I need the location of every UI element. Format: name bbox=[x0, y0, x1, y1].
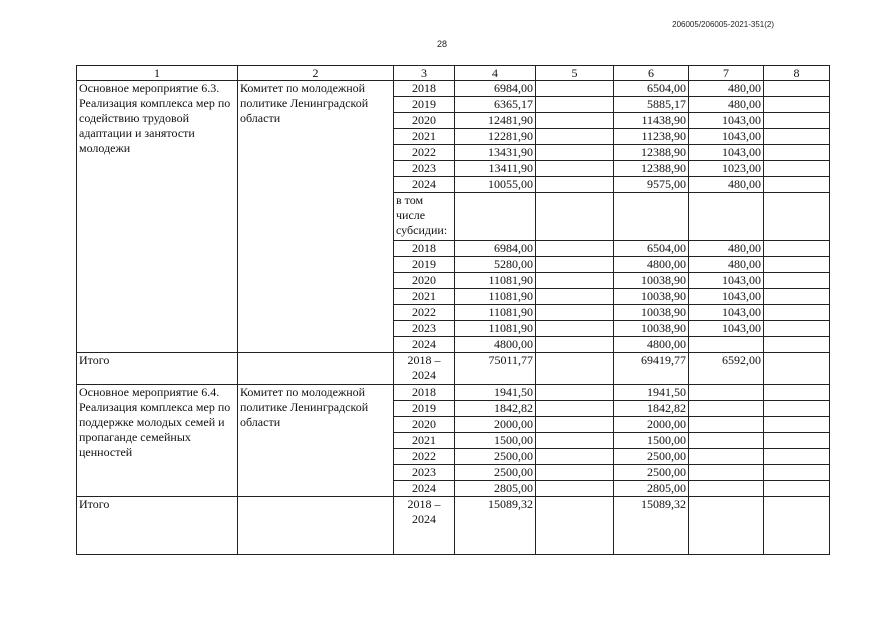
col8-cell bbox=[764, 273, 830, 289]
header-row bbox=[77, 66, 830, 81]
col8-cell bbox=[764, 289, 830, 305]
col5-cell bbox=[536, 401, 614, 417]
col7-cell bbox=[689, 449, 764, 465]
col5-cell bbox=[536, 481, 614, 497]
regional-cell: 2805,00 bbox=[614, 481, 689, 497]
total-period: 2018 – 2024 bbox=[394, 497, 455, 555]
col7-cell: 480,00 bbox=[689, 177, 764, 193]
total-cell: 2500,00 bbox=[455, 449, 536, 465]
col7-cell: 480,00 bbox=[689, 241, 764, 257]
regional-cell: 4800,00 bbox=[614, 337, 689, 353]
total-cell: 13431,90 bbox=[455, 145, 536, 161]
event-6-4-executor: Комитет по молодежной политике Ленинградской области bbox=[238, 385, 394, 497]
col8-cell bbox=[764, 241, 830, 257]
regional-cell: 6504,00 bbox=[614, 81, 689, 97]
col8-cell bbox=[764, 497, 830, 555]
col7-cell: 480,00 bbox=[689, 81, 764, 97]
col7-cell bbox=[689, 497, 764, 555]
regional-cell: 15089,32 bbox=[614, 497, 689, 555]
col7-cell: 1043,00 bbox=[689, 273, 764, 289]
regional-cell: 6504,00 bbox=[614, 241, 689, 257]
col8-cell bbox=[764, 481, 830, 497]
regional-cell: 4800,00 bbox=[614, 257, 689, 273]
regional-cell: 2500,00 bbox=[614, 449, 689, 465]
col7-cell: 6592,00 bbox=[689, 353, 764, 385]
regional-cell: 69419,77 bbox=[614, 353, 689, 385]
total-cell: 10055,00 bbox=[455, 177, 536, 193]
col7-cell bbox=[689, 337, 764, 353]
year-cell: 2020 bbox=[394, 273, 455, 289]
col7-cell: 480,00 bbox=[689, 257, 764, 273]
total-cell: 6984,00 bbox=[455, 241, 536, 257]
col8-cell bbox=[764, 113, 830, 129]
document-code: 206005/206005-2021-351(2) bbox=[672, 20, 774, 29]
year-cell: 2022 bbox=[394, 449, 455, 465]
regional-cell: 2500,00 bbox=[614, 465, 689, 481]
col5-cell bbox=[536, 465, 614, 481]
year-cell: 2021 bbox=[394, 129, 455, 145]
event-6-3-name: Основное мероприятие 6.3. Реализация комплекса мер по содействию трудовой адаптации и занятости молодежи bbox=[77, 81, 238, 353]
empty-cell bbox=[536, 193, 614, 241]
col5-cell bbox=[536, 305, 614, 321]
year-cell: 2024 bbox=[394, 177, 455, 193]
total-cell: 6365,17 bbox=[455, 97, 536, 113]
col8-cell bbox=[764, 97, 830, 113]
event-6-4-name: Основное мероприятие 6.4. Реализация комплекса мер по поддержке молодых семей и пропаганде семейных ценностей bbox=[77, 385, 238, 497]
col8-cell bbox=[764, 385, 830, 401]
empty-cell bbox=[689, 193, 764, 241]
col5-cell bbox=[536, 97, 614, 113]
col8-cell bbox=[764, 81, 830, 97]
total-cell: 2000,00 bbox=[455, 417, 536, 433]
col5-cell bbox=[536, 161, 614, 177]
col8-cell bbox=[764, 177, 830, 193]
total-cell: 1842,82 bbox=[455, 401, 536, 417]
regional-cell: 1842,82 bbox=[614, 401, 689, 417]
regional-cell: 10038,90 bbox=[614, 273, 689, 289]
year-cell: 2021 bbox=[394, 433, 455, 449]
col5-cell bbox=[536, 257, 614, 273]
year-cell: 2022 bbox=[394, 305, 455, 321]
total-cell: 5280,00 bbox=[455, 257, 536, 273]
year-cell: 2018 bbox=[394, 385, 455, 401]
col8-cell bbox=[764, 305, 830, 321]
col5-cell bbox=[536, 337, 614, 353]
col8-cell bbox=[764, 449, 830, 465]
empty-cell bbox=[238, 353, 394, 385]
col5-cell bbox=[536, 145, 614, 161]
regional-cell: 10038,90 bbox=[614, 305, 689, 321]
year-cell: 2022 bbox=[394, 145, 455, 161]
header-col-1: 1 bbox=[77, 66, 238, 81]
col5-cell bbox=[536, 417, 614, 433]
col8-cell bbox=[764, 417, 830, 433]
year-cell: 2019 bbox=[394, 257, 455, 273]
header-col-2: 2 bbox=[238, 66, 394, 81]
header-col-6: 6 bbox=[614, 66, 689, 81]
col7-cell: 480,00 bbox=[689, 97, 764, 113]
empty-cell bbox=[238, 497, 394, 555]
total-cell: 11081,90 bbox=[455, 273, 536, 289]
total-cell: 1941,50 bbox=[455, 385, 536, 401]
total-row bbox=[77, 353, 830, 385]
total-cell: 11081,90 bbox=[455, 305, 536, 321]
total-cell: 2805,00 bbox=[455, 481, 536, 497]
year-cell: 2021 bbox=[394, 289, 455, 305]
col7-cell: 1043,00 bbox=[689, 113, 764, 129]
col8-cell bbox=[764, 145, 830, 161]
col5-cell bbox=[536, 113, 614, 129]
header-col-8: 8 bbox=[764, 66, 830, 81]
col8-cell bbox=[764, 353, 830, 385]
col8-cell bbox=[764, 161, 830, 177]
total-cell: 1500,00 bbox=[455, 433, 536, 449]
col5-cell bbox=[536, 81, 614, 97]
empty-cell bbox=[764, 193, 830, 241]
event-6-3-executor: Комитет по молодежной политике Ленинградской области bbox=[238, 81, 394, 353]
total-cell: 6984,00 bbox=[455, 81, 536, 97]
col8-cell bbox=[764, 433, 830, 449]
total-label: Итого bbox=[77, 497, 238, 555]
col8-cell bbox=[764, 465, 830, 481]
col5-cell bbox=[536, 177, 614, 193]
header-col-5: 5 bbox=[536, 66, 614, 81]
header-col-7: 7 bbox=[689, 66, 764, 81]
col7-cell bbox=[689, 385, 764, 401]
total-cell: 2500,00 bbox=[455, 465, 536, 481]
regional-cell: 12388,90 bbox=[614, 161, 689, 177]
col7-cell bbox=[689, 433, 764, 449]
header-col-4: 4 bbox=[455, 66, 536, 81]
regional-cell: 5885,17 bbox=[614, 97, 689, 113]
header-col-3: 3 bbox=[394, 66, 455, 81]
col7-cell: 1043,00 bbox=[689, 129, 764, 145]
total-row bbox=[77, 497, 830, 555]
regional-cell: 10038,90 bbox=[614, 321, 689, 337]
table-row bbox=[77, 81, 830, 97]
total-cell: 13411,90 bbox=[455, 161, 536, 177]
year-cell: 2023 bbox=[394, 321, 455, 337]
regional-cell: 2000,00 bbox=[614, 417, 689, 433]
regional-cell: 1941,50 bbox=[614, 385, 689, 401]
col8-cell bbox=[764, 129, 830, 145]
col5-cell bbox=[536, 353, 614, 385]
regional-cell: 12388,90 bbox=[614, 145, 689, 161]
total-cell: 11081,90 bbox=[455, 321, 536, 337]
year-cell: 2020 bbox=[394, 417, 455, 433]
year-cell: 2020 bbox=[394, 113, 455, 129]
funding-table bbox=[76, 65, 830, 555]
year-cell: 2018 bbox=[394, 81, 455, 97]
table-row bbox=[77, 385, 830, 401]
col7-cell: 1023,00 bbox=[689, 161, 764, 177]
year-cell: 2023 bbox=[394, 465, 455, 481]
col5-cell bbox=[536, 129, 614, 145]
total-cell: 12281,90 bbox=[455, 129, 536, 145]
total-label: Итого bbox=[77, 353, 238, 385]
year-cell: 2019 bbox=[394, 401, 455, 417]
year-cell: 2024 bbox=[394, 337, 455, 353]
year-cell: 2019 bbox=[394, 97, 455, 113]
col7-cell: 1043,00 bbox=[689, 321, 764, 337]
col7-cell bbox=[689, 465, 764, 481]
col8-cell bbox=[764, 321, 830, 337]
col5-cell bbox=[536, 497, 614, 555]
col5-cell bbox=[536, 289, 614, 305]
empty-cell bbox=[614, 193, 689, 241]
col7-cell bbox=[689, 481, 764, 497]
col7-cell bbox=[689, 417, 764, 433]
year-cell: 2024 bbox=[394, 481, 455, 497]
total-cell: 75011,77 bbox=[455, 353, 536, 385]
subsidy-label: в том числе субсидии: bbox=[394, 193, 455, 241]
total-cell: 4800,00 bbox=[455, 337, 536, 353]
col7-cell: 1043,00 bbox=[689, 289, 764, 305]
col5-cell bbox=[536, 385, 614, 401]
total-cell: 12481,90 bbox=[455, 113, 536, 129]
col5-cell bbox=[536, 433, 614, 449]
col5-cell bbox=[536, 273, 614, 289]
regional-cell: 10038,90 bbox=[614, 289, 689, 305]
year-cell: 2018 bbox=[394, 241, 455, 257]
total-cell: 11081,90 bbox=[455, 289, 536, 305]
regional-cell: 1500,00 bbox=[614, 433, 689, 449]
regional-cell: 11238,90 bbox=[614, 129, 689, 145]
page-number: 28 bbox=[436, 39, 447, 49]
total-period: 2018 – 2024 bbox=[394, 353, 455, 385]
col8-cell bbox=[764, 337, 830, 353]
col8-cell bbox=[764, 401, 830, 417]
col7-cell: 1043,00 bbox=[689, 145, 764, 161]
col5-cell bbox=[536, 449, 614, 465]
regional-cell: 9575,00 bbox=[614, 177, 689, 193]
year-cell: 2023 bbox=[394, 161, 455, 177]
total-cell: 15089,32 bbox=[455, 497, 536, 555]
col7-cell: 1043,00 bbox=[689, 305, 764, 321]
col7-cell bbox=[689, 401, 764, 417]
col5-cell bbox=[536, 321, 614, 337]
regional-cell: 11438,90 bbox=[614, 113, 689, 129]
col5-cell bbox=[536, 241, 614, 257]
empty-cell bbox=[455, 193, 536, 241]
col8-cell bbox=[764, 257, 830, 273]
